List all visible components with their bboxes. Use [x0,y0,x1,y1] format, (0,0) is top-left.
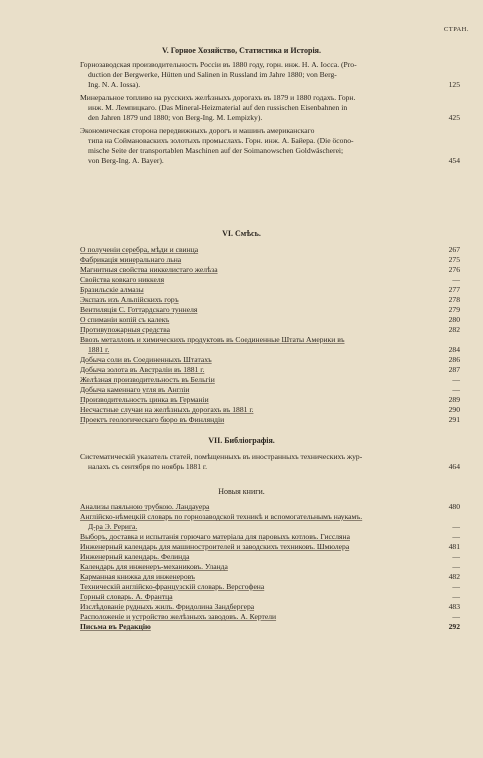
entry-line: Ввозъ металловъ и химическихъ продуктовъ въ Соединенные Штаты Америки въ [80,335,345,344]
page-number: 286 [448,355,460,364]
section-6-list [80,245,460,425]
entry-row [80,502,460,512]
entry-line: Инженерный календарь. Фелинда [80,552,190,561]
page-number: 292 [448,622,460,631]
page-number: 481 [448,542,460,551]
entry-line: Изслѣдованіе рудныхъ жилъ. Фридолина Зандбергера [80,602,255,611]
entry-line: duction der Bergwerke, Hütten und Salinen in Russland im Jahre 1880; von Berg- [88,70,337,79]
entry-row [80,126,460,166]
page-number: 279 [448,305,460,314]
page-number: 287 [448,365,460,374]
entry-row [80,365,460,375]
entry-row [80,285,460,295]
entry-line: Противупожарныя средства [80,325,170,334]
entry-row [80,622,460,632]
page-number: — [452,552,460,561]
entry-row [80,512,460,532]
page-number: 291 [448,415,460,424]
page-number: — [452,582,460,591]
page-number: 454 [448,156,460,165]
entry-line: von Berg-Ing. A. Bayer). [88,156,164,165]
section-5-list [80,60,460,169]
entry-row [80,582,460,592]
entry-line: Вентиляція С. Готтардскаго туннеля [80,305,198,314]
entry-line: mische Seite der transportablen Maschinen auf der Soimanowschen Goldwäscherei; [88,146,344,155]
section-5-title: V. Горное Хозяйство, Статистика и Исторія. [162,46,321,55]
page-number: 276 [448,265,460,274]
entry-line: Техническій англійско-французскій словарь. Версгофена [80,582,265,591]
entry-line: Добыча каменнаго угля въ Англіи [80,385,190,394]
entry-row [80,60,460,90]
entry-row [80,375,460,385]
entry-line: Ing. N. A. Iossa). [88,80,141,89]
entry-line: Несчастные случаи на желѣзныхъ дорогахъ въ 1881 г. [80,405,254,414]
entry-line: типа на Соймановаскихъ золотыхъ промыслахъ. Горн. инж. А. Байера. (Die öcono- [88,136,354,145]
page-number: 483 [448,602,460,611]
page-number: 277 [448,285,460,294]
entry-line: Магнитныя свойства никкелистаго желѣза [80,265,218,274]
new-books-list [80,502,460,632]
page-number: 280 [448,315,460,324]
page-number: 125 [448,80,460,89]
entry-line: Желѣзная производительность въ Бельгіи [80,375,215,384]
page-number: 284 [448,345,460,354]
page-number: 425 [448,113,460,122]
entry-row [80,415,460,425]
section-6-title: VI. Смѣсь. [222,229,261,238]
page-number: 482 [448,572,460,581]
entry-line: Добыча золота въ Австраліи въ 1881 г. [80,365,205,374]
entry-line: Анализы паяльною трубкою. Ландауера [80,502,210,511]
page-number: 282 [448,325,460,334]
entry-row [80,405,460,415]
entry-line: Производительность цинка въ Германіи [80,395,209,404]
entry-line: Экспазъ изъ Альпійскихъ горъ [80,295,179,304]
entry-line: Д-ра Э. Рерига. [88,522,138,531]
page-number: — [452,532,460,541]
entry-line: den Jahren 1879 und 1880; von Berg-Ing. M. Lempizky). [88,113,263,122]
entry-line: Проектъ геологическаго бюро въ Финляндіи [80,415,225,424]
entry-line: Систематическій указатель статей, помѣщенныхъ въ иностранныхъ техническихъ жур- [80,452,363,461]
entry-row [80,612,460,622]
new-books-title: Новыя книги. [218,487,265,496]
entry-row [80,572,460,582]
entry-row [80,265,460,275]
entry-line: Минеральное топливо на русскихъ желѣзныхъ дорогахъ въ 1879 и 1880 годахъ. Горн. [80,93,356,102]
entry-row [80,532,460,542]
entry-row [80,592,460,602]
entry-row [80,245,460,255]
entry-line: Добыча соли въ Соединенныхъ Штатахъ [80,355,212,364]
page-number: 289 [448,395,460,404]
page-number: 278 [448,295,460,304]
entry-line: Письма въ Редакцію [80,622,151,631]
entry-line: Инженерный календарь для машиностроителей и заводскихъ техниковъ. Шмюлера [80,542,350,551]
entry-row [80,562,460,572]
page-number: 267 [448,245,460,254]
section-7-list [80,452,460,472]
page-number: — [452,275,460,284]
entry-line: О спиманіи копій съ калекъ [80,315,170,324]
entry-line: 1881 г. [88,345,110,354]
entry-line: Календарь для инженеръ-механиковъ. Уланда [80,562,228,571]
entry-row [80,552,460,562]
page-number: 275 [448,255,460,264]
entry-line: Фабрикація минеральнаго льна [80,255,182,264]
entry-row [80,385,460,395]
entry-line: Бразильскіе алмазы [80,285,144,294]
entry-row [80,255,460,265]
entry-line: инж. М. Лемпицкаго. (Das Mineral-Heizmaterial auf den russischen Eisenbahnen in [88,103,348,112]
entry-line: Карманная книжка для инженеровъ [80,572,195,581]
page-number: — [452,592,460,601]
entry-line: Расположеніе и устройство желѣзныхъ заводовъ. А. Кертели [80,612,277,621]
entry-row [80,315,460,325]
entry-line: Выборъ, доставка и испытанія горючаго матеріала для паровыхъ котловъ. Гиссляна [80,532,350,541]
entry-line: О полученіи серебра, мѣди и свинца [80,245,199,254]
entry-row [80,335,460,355]
entry-line: Горнозаводская производительность Россіи въ 1880 году, горн. инж. Н. А. Іосса. (Pro- [80,60,357,69]
entry-line: налахъ съ сентября по ноябрь 1881 г. [88,462,208,471]
page-number: 464 [448,462,460,471]
entry-row [80,452,460,472]
entry-row [80,355,460,365]
entry-line: Англійско-нѣмецкій словарь по горнозаводской техникѣ и вспомогательнымъ наукамъ. [80,512,363,521]
entry-row [80,395,460,405]
entry-row [80,295,460,305]
entry-row [80,542,460,552]
page-number: — [452,385,460,394]
entry-line: Горный словарь. А. Франтца [80,592,173,601]
entry-row [80,325,460,335]
page-column-header: СТРАН. [443,26,469,33]
entry-row [80,305,460,315]
entry-line: Свойства ковкаго никкеля [80,275,165,284]
entry-row [80,275,460,285]
page-number: 290 [448,405,460,414]
page-number: — [452,375,460,384]
page-number: — [452,522,460,531]
entry-row [80,602,460,612]
page-number: 480 [448,502,460,511]
entry-line: Экономическая сторона передвижныхъ дорогъ и машинъ американскаго [80,126,315,135]
page-number: — [452,562,460,571]
page-number: — [452,612,460,621]
entry-row [80,93,460,123]
section-7-title: VII. Библіографія. [208,436,275,445]
